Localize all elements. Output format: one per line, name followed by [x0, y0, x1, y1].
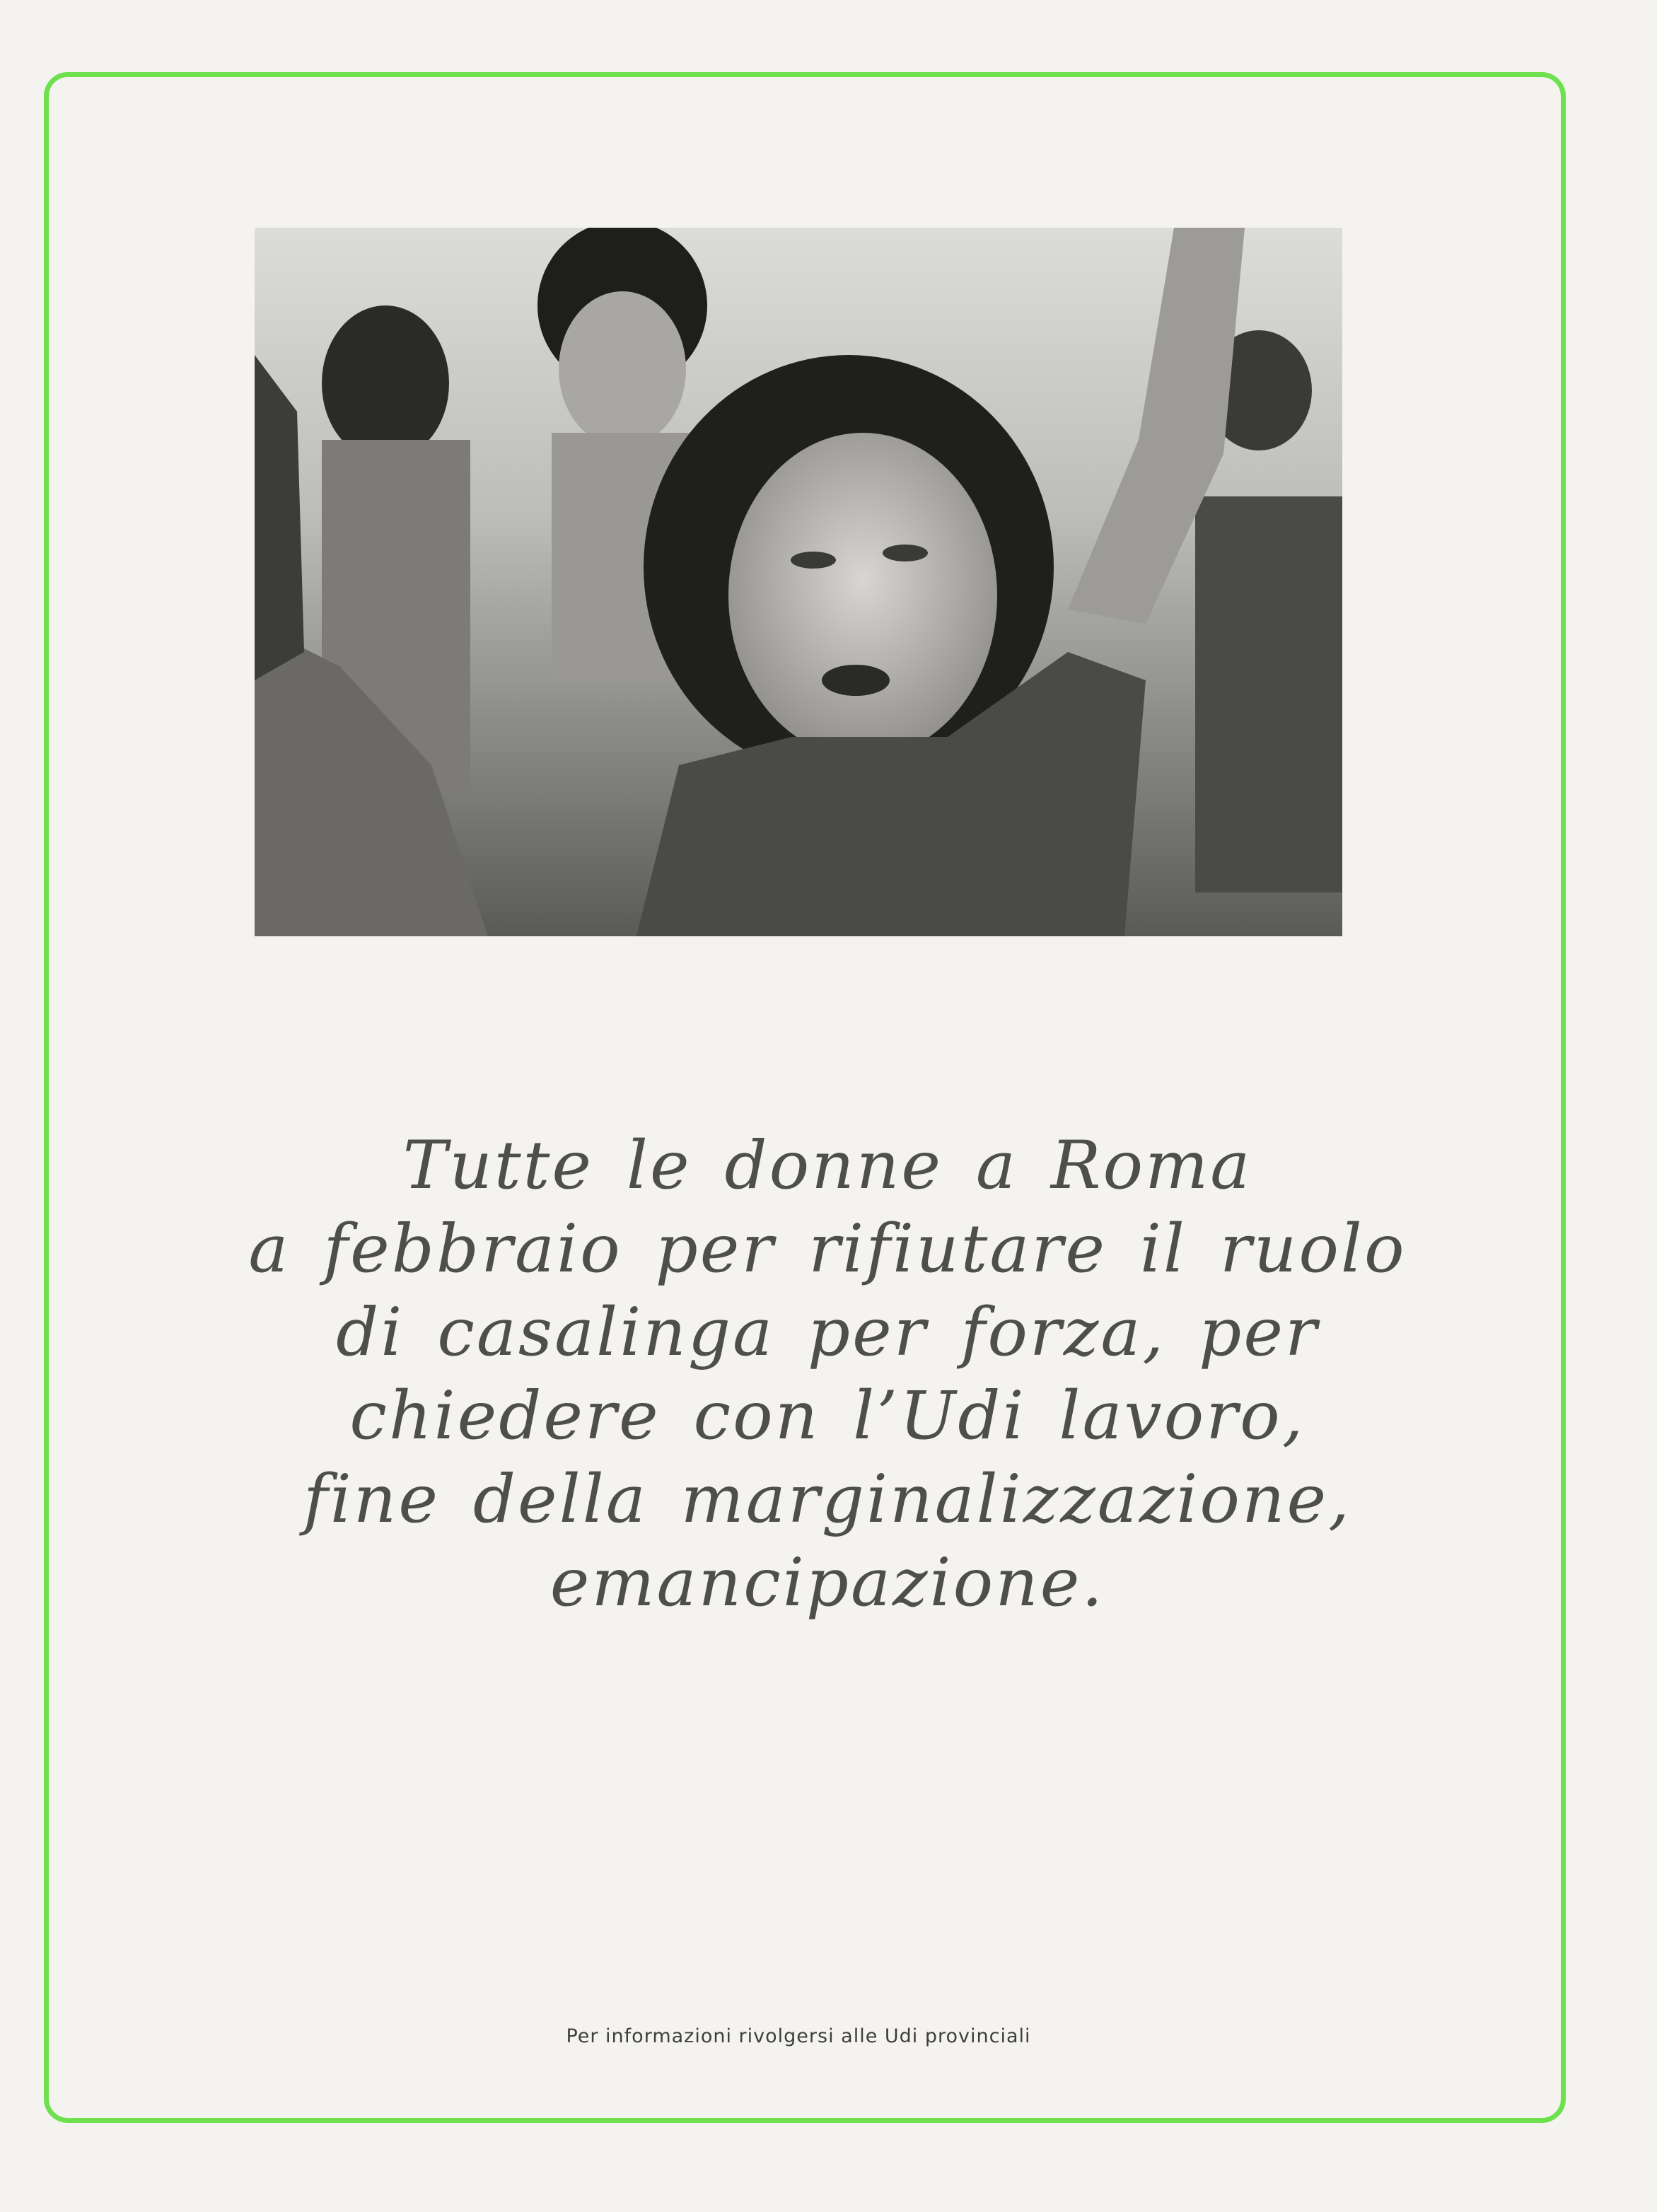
headline-line: di casalinga per forza, per	[336, 1294, 1319, 1371]
headline	[99, 1124, 1556, 1625]
protest-photo	[255, 228, 1342, 936]
headline-line: emancipazione.	[550, 1544, 1105, 1622]
headline-line: chiedere con l’Udi lavoro,	[349, 1378, 1306, 1455]
headline-line: Tutte le donne a Roma	[402, 1127, 1252, 1204]
footer-note: Per informazioni rivolgersi alle Udi provinciali	[566, 2025, 1031, 2047]
headline-line: fine della marginalizzazione,	[303, 1461, 1352, 1538]
headline-line: a febbraio per rifiutare il ruolo	[248, 1211, 1407, 1288]
protest-photo-icon	[255, 228, 1342, 936]
